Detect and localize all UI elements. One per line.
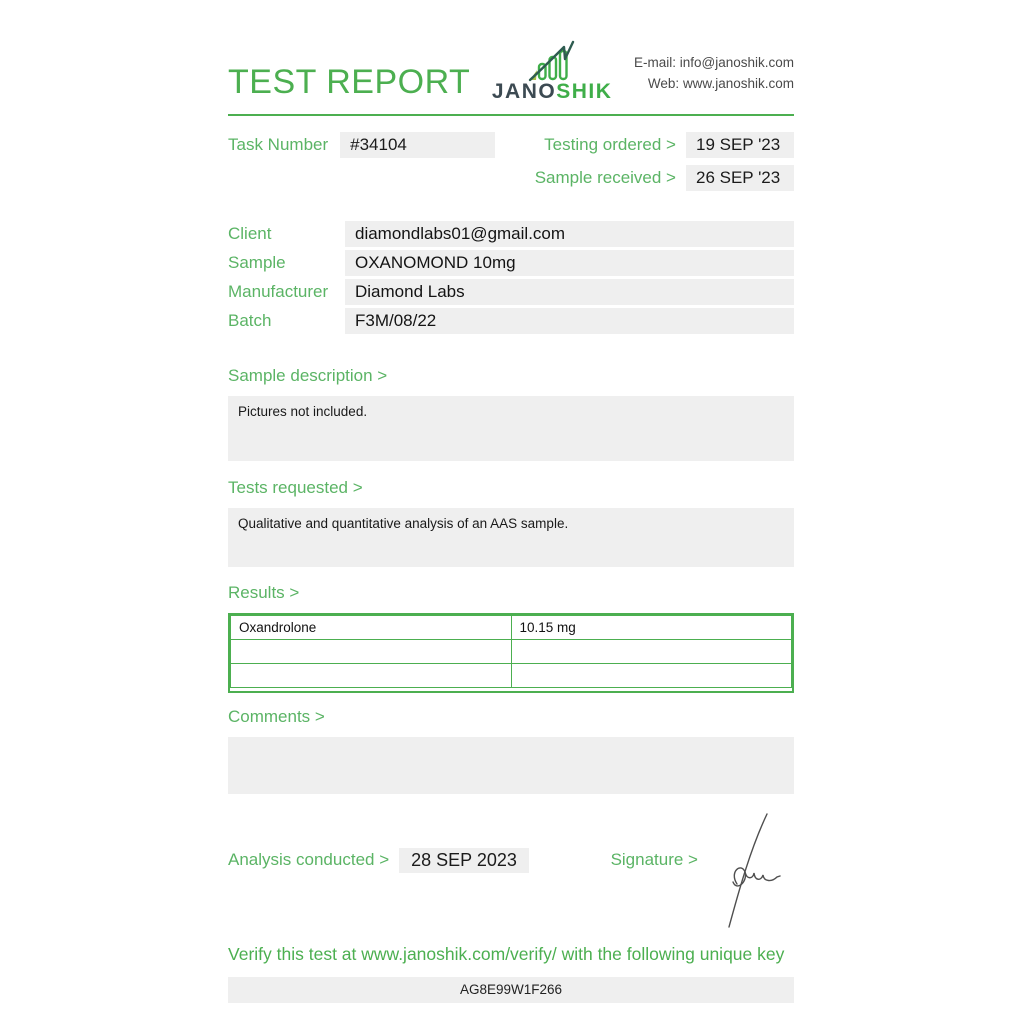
analysis-conducted-date: 28 SEP 2023	[399, 848, 529, 873]
test-report-document	[228, 0, 794, 1003]
task-row	[228, 132, 794, 158]
analysis-conducted-label: Analysis conducted >	[228, 850, 390, 869]
comments-box	[228, 737, 794, 794]
testing-ordered-date: 19 SEP '23	[686, 132, 794, 158]
sample-description-box: Pictures not included.	[228, 396, 794, 461]
table-row	[231, 616, 792, 640]
signature-label: Signature >	[610, 850, 698, 869]
testing-ordered-label: Testing ordered >	[544, 135, 676, 154]
batch-label: Batch	[228, 311, 272, 330]
result-analyte-cell	[231, 640, 512, 664]
page-title: TEST REPORT	[228, 63, 471, 101]
client-value: diamondlabs01@gmail.com	[345, 221, 794, 247]
analysis-signature-row	[228, 846, 794, 874]
growth-bar-chart-icon	[526, 40, 578, 82]
results-table	[230, 615, 792, 688]
sample-info-block	[228, 221, 794, 334]
comments-heading: Comments >	[228, 707, 325, 726]
sample-received-row	[228, 165, 794, 191]
tests-requested-box: Qualitative and quantitative analysis of an AAS sample.	[228, 508, 794, 567]
table-row	[231, 664, 792, 688]
result-value-cell	[511, 640, 792, 664]
info-row-sample	[228, 250, 794, 276]
verify-instruction: Verify this test at www.janoshik.com/verify/ with the following unique key	[228, 944, 785, 964]
signature-scribble	[713, 810, 785, 930]
result-value-cell: 10.15 mg	[511, 616, 792, 640]
task-number-value: #34104	[340, 132, 495, 158]
sample-received-label: Sample received >	[534, 168, 676, 187]
janoshik-logo	[492, 40, 613, 104]
contact-info	[634, 52, 794, 94]
sample-value: OXANOMOND 10mg	[345, 250, 794, 276]
batch-value: F3M/08/22	[345, 308, 794, 334]
logo-word-green: SHIK	[556, 80, 613, 103]
contact-email: E-mail: info@janoshik.com	[633, 55, 794, 70]
client-label: Client	[228, 224, 272, 243]
sample-description-heading: Sample description >	[228, 366, 388, 385]
sample-received-date: 26 SEP '23	[686, 165, 794, 191]
logo-wordmark	[492, 80, 613, 104]
logo-word-dark: JANO	[491, 80, 557, 103]
info-row-manufacturer	[228, 279, 794, 305]
results-table-border	[228, 613, 794, 693]
results-heading: Results >	[228, 583, 300, 602]
result-analyte-cell: Oxandrolone	[231, 616, 512, 640]
table-row	[231, 640, 792, 664]
manufacturer-label: Manufacturer	[228, 282, 329, 301]
sample-label: Sample	[228, 253, 286, 272]
result-value-cell	[511, 664, 792, 688]
info-row-batch	[228, 308, 794, 334]
result-analyte-cell	[231, 664, 512, 688]
tests-requested-heading: Tests requested >	[228, 478, 363, 497]
info-row-client	[228, 221, 794, 247]
contact-web: Web: www.janoshik.com	[647, 76, 794, 91]
unique-key: AG8E99W1F266	[228, 977, 794, 1003]
manufacturer-value: Diamond Labs	[345, 279, 794, 305]
report-header	[228, 0, 794, 116]
task-number-label: Task Number	[228, 135, 329, 154]
